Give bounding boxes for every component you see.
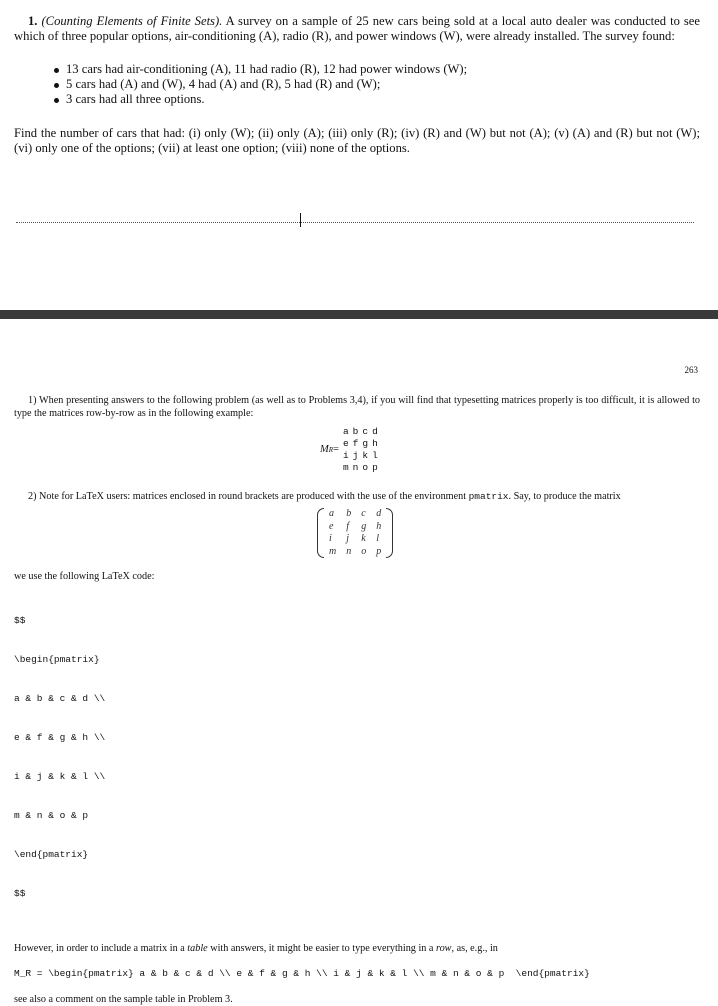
emph-table: table bbox=[187, 943, 208, 954]
text: with answers, it might be easier to type everything in a bbox=[207, 943, 436, 954]
code-line: m & n & o & p bbox=[14, 810, 89, 821]
note-2 bbox=[14, 490, 700, 503]
page2-content bbox=[14, 394, 700, 1006]
problem-title: (Counting Elements of Finite Sets). bbox=[41, 14, 223, 28]
problem-question: Find the number of cars that had: (i) only (W); (ii) only (A); (iii) only (R); (iv) (R) and (W) but not (A); (v) (A) and (R) but not (W); (vi) only one of the options; (vii) at least one option; (viii) none of the options. bbox=[14, 126, 700, 155]
see-also: see also a comment on the sample table in Problem 3. bbox=[14, 994, 233, 1005]
text-cursor bbox=[300, 213, 301, 227]
env-name: pmatrix bbox=[468, 491, 509, 502]
problem-number: 1. bbox=[28, 14, 38, 28]
problem-statement bbox=[14, 14, 700, 156]
page-separator bbox=[0, 310, 718, 319]
latex-code-block bbox=[14, 588, 700, 926]
matrix-rows: a b c d e f g h i j k l m n o p bbox=[342, 426, 378, 473]
inline-code: M_R = \begin{pmatrix} a & b & c & d \\ e & f & g & h \\ i & j & k & l \\ m & n & o & p \end{pmatrix} bbox=[14, 968, 590, 979]
matrix-subscript: R bbox=[328, 445, 334, 454]
note-2-text: 2) Note for LaTeX users: matrices enclosed in round brackets are produced with the use of the environment bbox=[28, 491, 469, 502]
right-paren bbox=[386, 508, 393, 558]
code-line: $$ bbox=[14, 888, 26, 899]
answer-dotted-line[interactable] bbox=[16, 222, 694, 223]
survey-list bbox=[52, 62, 700, 107]
text: , as, e.g., in bbox=[451, 943, 498, 954]
code-line: e & f & g & h \\ bbox=[14, 732, 106, 743]
pmatrix-cells: a b c d e f g h i j k l m n o p bbox=[329, 508, 382, 557]
code-line: i & j & k & l \\ bbox=[14, 771, 106, 782]
emph-row: row bbox=[436, 943, 452, 954]
however-paragraph bbox=[14, 942, 700, 955]
text: However, in order to include a matrix in a bbox=[14, 943, 188, 954]
matrix-label: M bbox=[320, 444, 329, 455]
problem-intro: A survey on a sample of 25 new cars being sold at a local auto dealer was conducted to see which of three popular options, air-conditioning (A), radio (R), and power windows (W), were already installed. The survey found: bbox=[14, 14, 700, 43]
list-item: 3 cars had all three options. bbox=[52, 92, 700, 107]
note-1: 1) When presenting answers to the following problem (as well as to Problems 3,4), if you will find that typesetting matrices properly is too difficult, it is allowed to type the matrices row-by-row as in the following example: bbox=[14, 395, 700, 419]
example-matrix bbox=[320, 426, 700, 474]
equals-sign: = bbox=[333, 444, 339, 455]
list-item: 5 cars had (A) and (W), 4 had (A) and (R), 5 had (R) and (W); bbox=[52, 77, 700, 92]
pmatrix-rendered bbox=[317, 508, 393, 558]
code-line: \end{pmatrix} bbox=[14, 849, 89, 860]
list-item: 13 cars had air-conditioning (A), 11 had radio (R), 12 had power windows (W); bbox=[52, 62, 700, 77]
code-intro: we use the following LaTeX code: bbox=[14, 571, 155, 582]
left-paren bbox=[317, 508, 324, 558]
code-line: a & b & c & d \\ bbox=[14, 693, 106, 704]
note-2-suffix: . Say, to produce the matrix bbox=[508, 491, 621, 502]
page-number: 263 bbox=[684, 365, 698, 375]
code-line: $$ bbox=[14, 615, 26, 626]
code-line: \begin{pmatrix} bbox=[14, 654, 100, 665]
